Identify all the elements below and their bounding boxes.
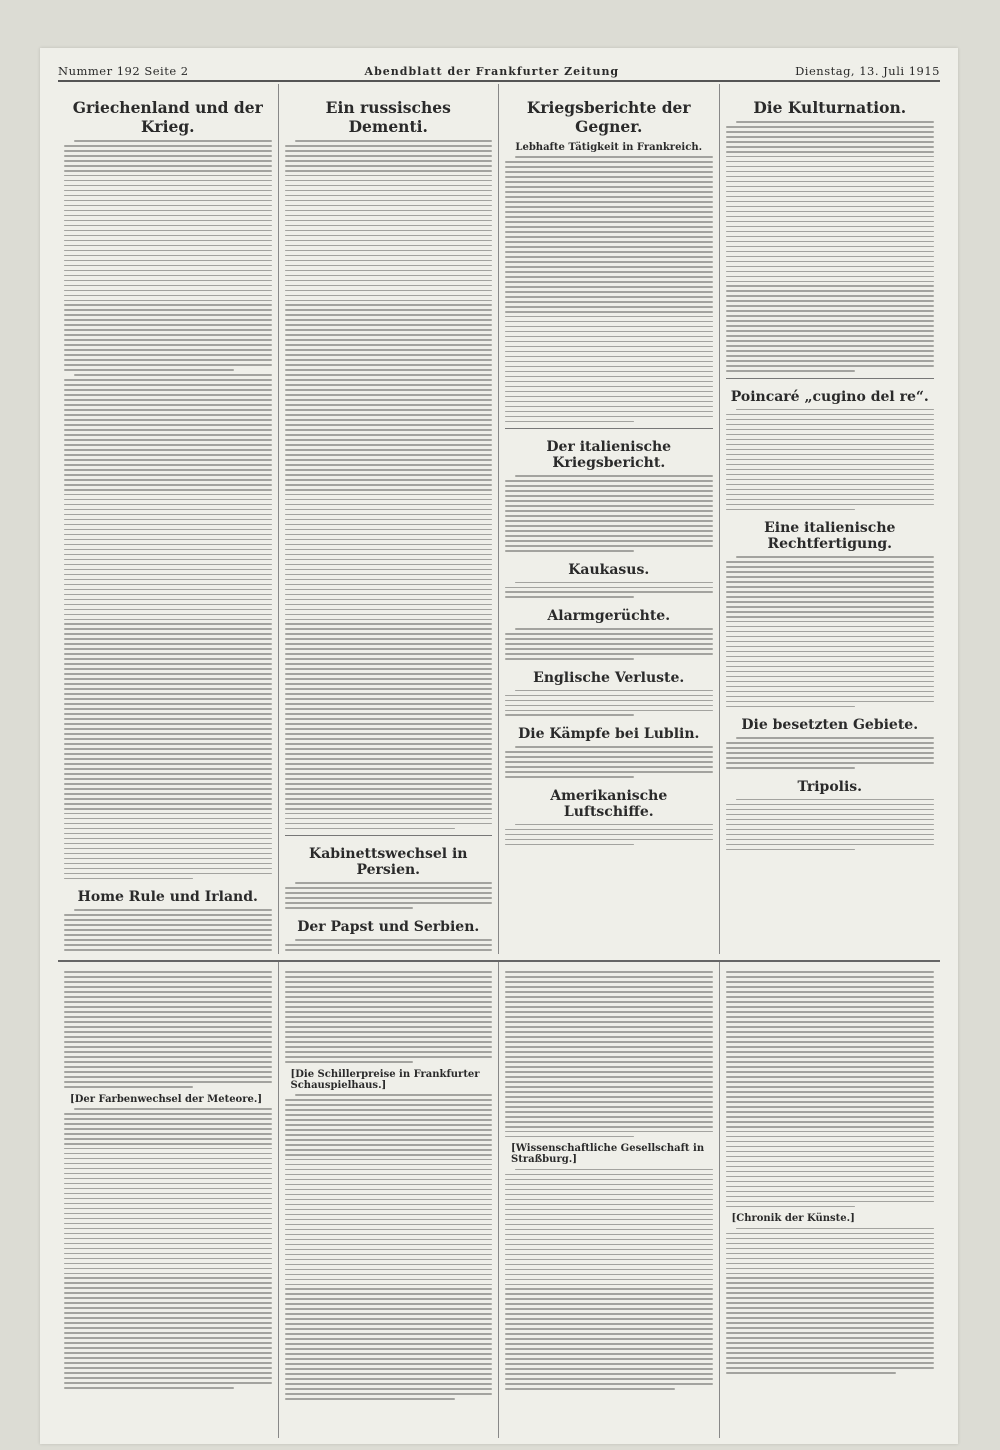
headline-russian-denial: Ein russisches Dementi. xyxy=(325,98,451,136)
upper-columns xyxy=(58,84,940,954)
feuilleton-heading-arts: [Chronik der Künste.] xyxy=(731,1213,855,1225)
issue-number: Nummer 192 Seite 2 xyxy=(58,64,189,78)
headline-tripolis: Tripolis. xyxy=(797,778,863,795)
article-home-rule-body xyxy=(64,909,272,954)
article-tripolis-body xyxy=(726,799,935,850)
headline-occupied-areas: Die besetzten Gebiete. xyxy=(741,717,919,734)
newspaper-page xyxy=(40,48,958,1444)
feuilleton-heading-meteors: [Der Farbenwechsel der Meteore.] xyxy=(70,1093,263,1105)
headline-english-losses: Englische Verluste. xyxy=(533,669,685,686)
headline-home-rule: Home Rule und Irland. xyxy=(77,889,258,906)
feuilleton-column-2 xyxy=(279,962,500,1438)
article-russian-denial-body xyxy=(285,140,493,829)
article-france-body xyxy=(505,156,713,422)
article-italian-justification-body xyxy=(726,556,935,707)
article-english-losses-body xyxy=(505,690,713,717)
article-poincare-body xyxy=(726,409,935,510)
headline-persia: Kabinettswechsel in Persien. xyxy=(309,846,468,879)
article-pope-serbia-body xyxy=(285,939,493,954)
article-greece-body xyxy=(64,140,272,879)
headline-culture-nation: Die Kulturnation. xyxy=(753,98,907,117)
headline-italian-justification: Eine italienische Rechtfertigung. xyxy=(764,520,896,553)
article-italian-report-body xyxy=(505,475,713,551)
subheadline-france: Lebhafte Tätigkeit in Frankreich. xyxy=(515,142,703,153)
headline-american-airships: Amerikanische Luftschiffe. xyxy=(550,787,668,820)
feuilleton-column-1 xyxy=(58,962,279,1438)
article-caucasus-body xyxy=(505,582,713,599)
column-2 xyxy=(279,84,500,954)
headline-caucasus: Kaukasus. xyxy=(568,561,650,578)
article-culture-nation-body xyxy=(726,121,935,372)
feuilleton-section xyxy=(58,960,940,1438)
article-occupied-areas-body xyxy=(726,737,935,769)
headline-pope-serbia: Der Papst und Serbien. xyxy=(297,918,480,935)
headline-italian-report: Der italienische Kriegsbericht. xyxy=(546,439,672,472)
headline-alarm-rumors: Alarmgerüchte. xyxy=(547,608,671,625)
article-alarm-rumors-body xyxy=(505,628,713,660)
headline-lublin: Die Kämpfe bei Lublin. xyxy=(518,726,700,743)
newspaper-title: Abendblatt der Frankfurter Zeitung xyxy=(364,65,620,78)
feuilleton-column-4 xyxy=(720,962,941,1438)
masthead xyxy=(58,56,940,82)
column-1 xyxy=(58,84,279,954)
feuilleton-heading-strassburg: [Wissenschaftliche Gesellschaft in Straßburg.] xyxy=(511,1143,705,1166)
headline-poincare: Poincaré „cugino del re“. xyxy=(730,388,929,405)
column-3 xyxy=(499,84,720,954)
article-american-airships-body xyxy=(505,824,713,846)
column-4 xyxy=(720,84,941,954)
article-lublin-body xyxy=(505,746,713,778)
headline-greece: Griechenland und der Krieg. xyxy=(72,98,263,136)
feuilleton-heading-schiller: [Die Schillerpreise in Frankfurter Schauspielhaus.] xyxy=(290,1068,480,1091)
article-persia-body xyxy=(285,882,493,909)
issue-date: Dienstag, 13. Juli 1915 xyxy=(795,64,940,78)
headline-enemy-reports: Kriegsberichte der Gegner. xyxy=(526,98,691,136)
feuilleton-column-3 xyxy=(499,962,720,1438)
